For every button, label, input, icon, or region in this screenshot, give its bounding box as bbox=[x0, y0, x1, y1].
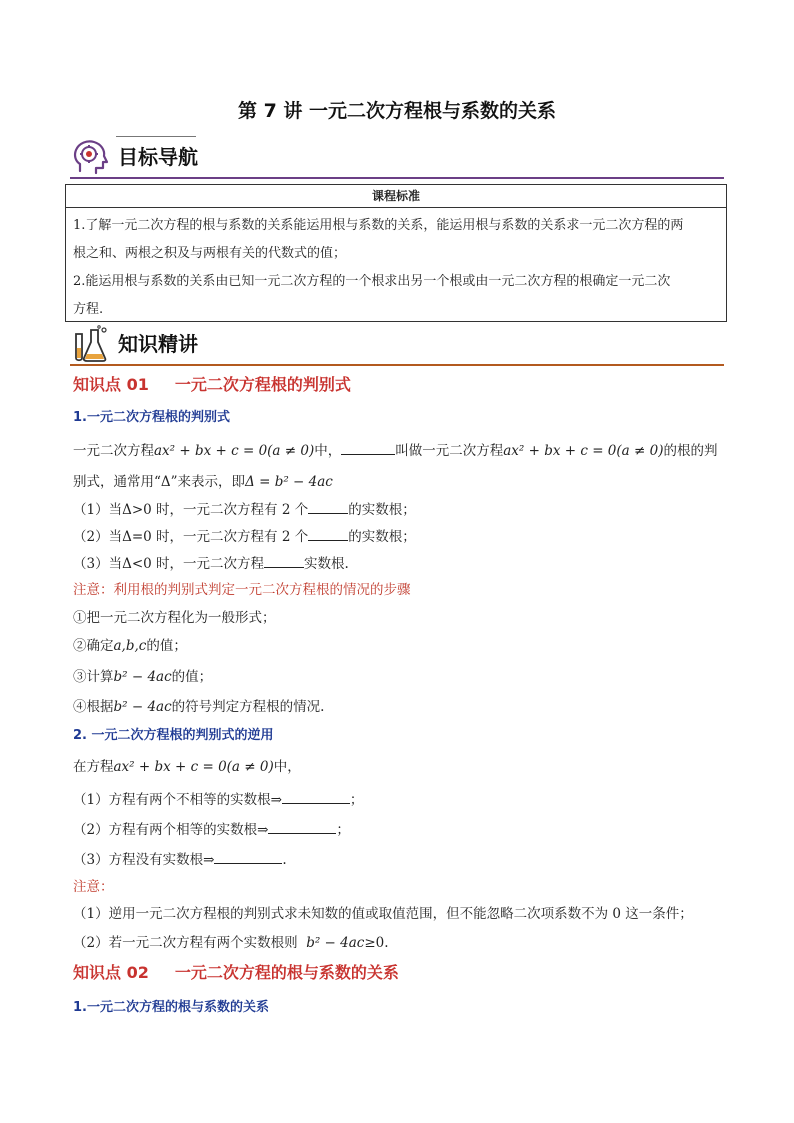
inverse-item: （2）方程有两个相等的实数根⇒ ； bbox=[73, 819, 350, 840]
knowledge-point-01-heading: 知识点 01 一元二次方程根的判别式 bbox=[73, 375, 351, 394]
course-standard-title: 课程标准 bbox=[66, 185, 726, 208]
inverse-item: （3）方程没有实数根⇒ . bbox=[73, 849, 287, 870]
note-item: （1）逆用一元二次方程根的判别式求未知数的值或取值范围，但不能忽略二次项系数不为 0 这一条件； bbox=[73, 906, 693, 922]
step-item: ③计算b² − 4ac的值； bbox=[73, 669, 213, 685]
standard-line: 2.能运用根与系数的关系由已知一元二次方程的一个根求出另一个根或由一元二次方程的根确定一元二次 bbox=[73, 274, 671, 289]
standard-line: 1.了解一元二次方程的根与系数的关系能运用根与系数的关系，能运用根与系数的关系求一元二次方程的两 bbox=[73, 218, 684, 233]
section-knowledge-header bbox=[70, 322, 724, 366]
step-item: ②确定a,b,c的值； bbox=[73, 638, 187, 654]
course-standard-box bbox=[65, 184, 727, 322]
page-title: 第 7 讲 一元二次方程根与系数的关系 bbox=[237, 100, 557, 122]
section-target-header bbox=[70, 135, 724, 179]
subheading-discriminant: 1.一元二次方程根的判别式 bbox=[73, 410, 230, 425]
section-target-heading: 目标导航 bbox=[118, 145, 198, 169]
step-item: ④根据b² − 4ac的符号判定方程根的情况. bbox=[73, 699, 325, 715]
standard-line: 方程. bbox=[73, 302, 104, 317]
note-heading: 注意：利用根的判别式判定一元二次方程根的情况的步骤 bbox=[73, 582, 411, 598]
inverse-item: （1）方程有两个不相等的实数根⇒ ； bbox=[73, 789, 363, 810]
course-standard-body bbox=[66, 208, 726, 324]
head-gear-icon bbox=[70, 137, 110, 177]
note-item: （2）若一元二次方程有两个实数根则 b² − 4ac≥0. bbox=[73, 935, 389, 951]
paragraph-line: 别式，通常用“Δ”来表示，即Δ = b² − 4ac bbox=[73, 474, 333, 490]
subheading-root-coefficient: 1.一元二次方程的根与系数的关系 bbox=[73, 1000, 269, 1015]
step-item: ①把一元二次方程化为一般形式； bbox=[73, 610, 276, 626]
standard-line: 根之和、两根之积及与两根有关的代数式的值； bbox=[73, 246, 347, 261]
knowledge-point-02-heading: 知识点 02 一元二次方程的根与系数的关系 bbox=[73, 963, 399, 982]
paragraph-line: 在方程ax² + bx + c = 0(a ≠ 0)中， bbox=[73, 759, 301, 775]
case-item: （3）当Δ<0 时，一元二次方程 实数根. bbox=[73, 553, 349, 574]
case-item: （1）当Δ>0 时，一元二次方程有 2 个 的实数根； bbox=[73, 499, 416, 520]
case-item: （2）当Δ=0 时，一元二次方程有 2 个 的实数根； bbox=[73, 526, 416, 547]
note-heading: 注意： bbox=[73, 879, 114, 895]
subheading-inverse-use: 2. 一元二次方程根的判别式的逆用 bbox=[73, 728, 274, 743]
section-knowledge-heading: 知识精讲 bbox=[118, 332, 198, 356]
flask-icon bbox=[70, 324, 110, 364]
paragraph-line: 一元二次方程ax² + bx + c = 0(a ≠ 0)中， 叫做一元二次方程ax² + bx + c = 0(a ≠ 0)的根的判 bbox=[73, 440, 717, 461]
